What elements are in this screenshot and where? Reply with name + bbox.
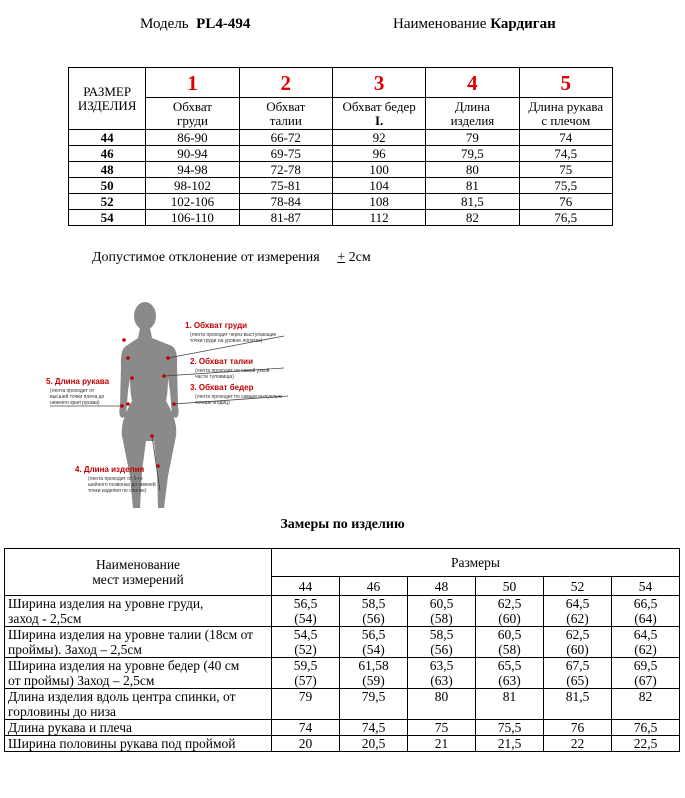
measure-value: 58,5 (56) [408,627,476,658]
label-sleeve-desc1: (лента проходит от [50,388,95,394]
cell: 74 [519,130,612,146]
cell: 78-84 [239,194,332,210]
measure-value: 81,5 [544,689,612,720]
col-label-4: Длина изделия [426,98,519,130]
cell: 76,5 [519,210,612,226]
model-value: PL4-494 [196,16,251,32]
label-length-desc2: шейного позвонка до нижней [88,482,156,488]
size-col: 48 [408,577,476,596]
table-row [69,146,613,162]
measure-value: 76 [544,720,612,736]
measure-name: Длина рукава и плеча [5,720,272,736]
measure-value: 21,5 [476,736,544,752]
measure-value: 21 [408,736,476,752]
measure-value: 58,5 (56) [340,596,408,627]
row-size: 52 [69,194,146,210]
label-sleeve-desc2: высшей точки плеча до [50,394,105,400]
measure-value: 60,5 (58) [476,627,544,658]
measure-value: 62,5 (60) [544,627,612,658]
name-value: Кардиган [490,16,556,32]
label-hips-title: 3. Обхват бедер [190,383,254,392]
name-line [393,16,556,33]
cell: 75-81 [239,178,332,194]
measure-value: 63,5 (63) [408,658,476,689]
label-sleeve-desc3: нижнего края рукава) [50,400,100,406]
label-waist-title: 2. Обхват талии [190,357,253,366]
table-row [5,627,680,658]
label-chest-title: 1. Обхват груди [185,321,248,330]
cell: 81 [426,178,519,194]
measure-name: Ширина половины рукава под проймой [5,736,272,752]
row-size: 50 [69,178,146,194]
deviation-text: Допустимое отклонение от измерения [92,250,320,265]
cell: 75 [519,162,612,178]
col-label-2: Обхват талии [239,98,332,130]
col-num-4: 4 [426,68,519,98]
size-col: 52 [544,577,612,596]
measure-value: 75,5 [476,720,544,736]
measure-title: Замеры по изделию [280,517,405,532]
col-num-1: 1 [146,68,239,98]
table-row [5,720,680,736]
measure-table [4,548,680,752]
cell: 79 [426,130,519,146]
row-size: 48 [69,162,146,178]
cell: 104 [332,178,425,194]
measure-value: 79 [272,689,340,720]
measure-value: 76,5 [612,720,680,736]
measure-value: 74,5 [340,720,408,736]
measure-value: 60,5 (58) [408,596,476,627]
table-row [5,596,680,627]
cell: 81-87 [239,210,332,226]
cell: 90-94 [146,146,239,162]
table-row [69,210,613,226]
label-hips-desc2: точкам ягодиц) [195,400,230,406]
measure-value: 59,5 (57) [272,658,340,689]
cell: 82 [426,210,519,226]
measure-value: 79,5 [340,689,408,720]
cell: 108 [332,194,425,210]
label-waist-desc1: (лента проходит по самой узкой [195,368,270,374]
row-size: 54 [69,210,146,226]
measure-value: 69,5 (67) [612,658,680,689]
size-header-cell [69,68,146,130]
label-length-desc1: (лента проходит от 6-го [88,476,143,482]
size-col: 54 [612,577,680,596]
row-size: 44 [69,130,146,146]
measure-value: 61,58 (59) [340,658,408,689]
size-col: 46 [340,577,408,596]
deviation-value: 2см [348,250,371,265]
cell: 72-78 [239,162,332,178]
measure-value: 56,5 (54) [272,596,340,627]
cell: 96 [332,146,425,162]
table-row [5,658,680,689]
cell: 76 [519,194,612,210]
cell: 69-75 [239,146,332,162]
measure-name: Ширина изделия на уровне бедер (40 см от проймы) Заход – 2,5см [5,658,272,689]
table-row [5,689,680,720]
table-row [69,162,613,178]
col-num-5: 5 [519,68,612,98]
measure-value: 80 [408,689,476,720]
name-label: Наименование [393,16,487,32]
cell: 80 [426,162,519,178]
cell: 79,5 [426,146,519,162]
cell: 74,5 [519,146,612,162]
measure-value: 75 [408,720,476,736]
size-col: 44 [272,577,340,596]
name-header-cell: Наименование мест измерений [5,549,272,596]
col-num-2: 2 [239,68,332,98]
cell: 66-72 [239,130,332,146]
cell: 86-90 [146,130,239,146]
row-size: 46 [69,146,146,162]
table-row [69,130,613,146]
measure-name: Ширина изделия на уровне талии (18см от проймы). Заход – 2,5см [5,627,272,658]
size-header-line1: РАЗМЕР [83,83,132,99]
measure-value: 81 [476,689,544,720]
measure-value: 65,5 (63) [476,658,544,689]
size-header-line2: ИЗДЕЛИЯ [77,97,137,113]
measure-value: 20 [272,736,340,752]
label-chest-desc2: точки груди на уровне лопаток) [190,338,263,344]
cell: 98-102 [146,178,239,194]
cell: 100 [332,162,425,178]
measure-value: 62,5 (60) [476,596,544,627]
measure-value: 54,5 (52) [272,627,340,658]
size-col: 50 [476,577,544,596]
cell: 81,5 [426,194,519,210]
cell: 92 [332,130,425,146]
label-waist-desc2: части туловища) [195,374,234,380]
measure-value: 64,5 (62) [612,627,680,658]
label-length-desc3: точки изделия по спинке) [88,488,147,494]
col-num-3: 3 [332,68,425,98]
measure-value: 20,5 [340,736,408,752]
model-line [140,16,250,33]
cell: 102-106 [146,194,239,210]
measure-value: 22,5 [612,736,680,752]
label-hips-desc1: (лента проходит по самым выпуклым [195,394,282,400]
measure-value: 64,5 (62) [544,596,612,627]
col-label-1: Обхват груди [146,98,239,130]
measure-name: Длина изделия вдоль центра спинки, от горловины до низа [5,689,272,720]
body-figure [40,296,300,521]
cell: 75,5 [519,178,612,194]
cell: 94-98 [146,162,239,178]
cell: 106-110 [146,210,239,226]
label-sleeve-title: 5. Длина рукава [46,377,110,386]
table-row [69,178,613,194]
size-table [68,67,613,226]
model-label: Модель [140,16,189,32]
measure-value: 56,5 (54) [340,627,408,658]
measure-name: Ширина изделия на уровне груди, заход - 2,5см [5,596,272,627]
measure-value: 74 [272,720,340,736]
col-label-3: Обхват бедер I. [332,98,425,130]
table-row [5,736,680,752]
measure-value: 67,5 (65) [544,658,612,689]
label-length-title: 4. Длина изделия [75,465,145,474]
table-row [69,194,613,210]
measure-value: 22 [544,736,612,752]
col-label-5: Длина рукава с плечом [519,98,612,130]
deviation-note [92,250,371,266]
plus-minus-sign: + [337,250,346,265]
measure-value: 66,5 (64) [612,596,680,627]
cell: 112 [332,210,425,226]
sizes-header: Размеры [272,549,680,577]
label-chest-desc1: (лента проходит через выступающие [190,332,277,338]
measure-value: 82 [612,689,680,720]
